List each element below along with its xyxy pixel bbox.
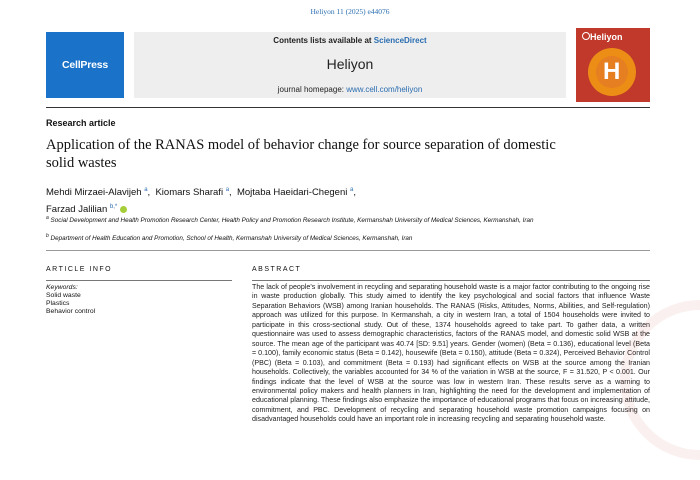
article-title: Application of the RANAS model of behavior change for source separation of domestic solid wastes — [46, 137, 556, 171]
affiliation-text: Department of Health Education and Promotion, School of Health, Kermanshah University of Medical Sciences, Kermanshah, Iran — [50, 235, 413, 243]
cellpress-logo[interactable] — [46, 32, 124, 98]
affiliation-text: Social Development and Health Promotion Research Center, Health Policy and Promotion Research Institute, Kermanshah University of Medical Sciences, Kermanshah, Iran — [50, 217, 534, 225]
contents-line — [134, 36, 566, 45]
author-affiliation-marker[interactable]: a — [225, 187, 230, 193]
keywords-list — [46, 292, 95, 316]
abstract-text: The lack of people's involvement in recycling and separating household waste is a major factor contributing to the ongoing rise in waste production globally. This study aimed to identify the key psychological and social factors that influence Waste Separation Behaviors (WSB) among Iranian households. The RANAS (Risks, Attitudes, Norms, Abilities, and Self-regulation) approach was utilized for this purpose. In Kermanshah, a city in western Iran, a total of 1504 households were invited to participate in this cross-sectional study. Out of these, 1374 households agreed to take part. To gather data, a written questionnaire was used to assess demographic characteristics, factors of the RANAS model, and domestic solid WSB at the source. The mean age of the participant was 40.74 [SD: 9.51] years. Gender (women) (Beta = 0.136), educational level (Beta = 0.100), family economic status (Beta = 0.142), housewife (Beta = 0.150), attitude (Beta = 0.324), Perceived Behavior Control (PBC) (Beta = 0.103), and commitment (Beta = 0.193) had significant effects on WSB at the source among the Iranian households. Collectively, the variables accounted for 34 % of the variation in WSB at the source, F = 31.520, P < 0.001. Our findings indicate that the level of WSB at the source was low in western Iran. These results serve as a warning to environmental policy makers and health planners in Iran, highlighting the need for the development and implementation of educational planning. These findings also emphasize the importance of educational programs that focus on increasing attitude, commitment, and PBC. Development of recycling and separating household waste promotion campaigns focusing on disadvantaged households could have an important role in increasing recycling and separating household waste. — [252, 283, 650, 424]
article-type: Research article — [46, 118, 116, 128]
abstract-heading: ABSTRACT — [252, 266, 302, 273]
affiliation-a — [46, 214, 646, 226]
article-info-divider — [46, 280, 232, 281]
article-info-heading: ARTICLE INFO — [46, 266, 113, 273]
journal-reference[interactable]: Heliyon 11 (2025) e44076 — [310, 7, 390, 16]
sciencedirect-link[interactable]: ScienceDirect — [373, 36, 427, 45]
cover-title: Heliyon — [590, 32, 623, 42]
author-name[interactable]: Mojtaba Haeidari-Chegeni — [236, 187, 348, 199]
keyword[interactable]: Solid waste — [46, 292, 81, 299]
homepage-prefix: journal homepage: — [277, 85, 347, 94]
journal-info-box — [134, 32, 566, 98]
affiliation-b — [46, 232, 646, 244]
author-affiliation-marker[interactable]: a — [349, 187, 354, 193]
header-divider — [46, 107, 650, 108]
homepage-line — [134, 85, 566, 94]
journal-cover-image[interactable] — [576, 28, 650, 102]
cover-letter: H — [603, 58, 621, 85]
affiliation-marker: a — [46, 215, 49, 221]
journal-name: Heliyon — [326, 56, 374, 72]
orcid-icon[interactable] — [120, 206, 127, 213]
keyword[interactable]: Plastics — [46, 300, 70, 307]
author-affiliation-marker[interactable]: b,* — [109, 204, 118, 211]
keyword[interactable]: Behavior control — [46, 308, 96, 315]
affiliation-marker: b — [46, 233, 49, 239]
homepage-link[interactable]: www.cell.com/heliyon — [346, 85, 423, 94]
author-affiliation-marker[interactable]: a — [144, 187, 148, 193]
affiliations-divider — [46, 250, 650, 251]
author-name[interactable]: Farzad Jalilian — [46, 204, 108, 216]
cellpress-logo-text: CellPress — [61, 59, 109, 71]
author-list: Mehdi Mirzaei-Alavijeh $^a$, Kiomars Sharafi $^a$, Mojtaba Haeidari-Chegeni $^a$, Farzad Jalilian $^{b,*}$ — [46, 187, 356, 216]
cover-logo-icon — [582, 32, 590, 40]
contents-prefix: Contents lists available at — [273, 36, 374, 45]
keywords-label: Keywords: — [46, 284, 78, 291]
author-name[interactable]: Kiomars Sharafi — [155, 187, 224, 199]
abstract-divider — [252, 280, 650, 281]
journal-header — [46, 28, 650, 102]
author-name[interactable]: Mehdi Mirzaei-Alavijeh — [46, 187, 142, 199]
